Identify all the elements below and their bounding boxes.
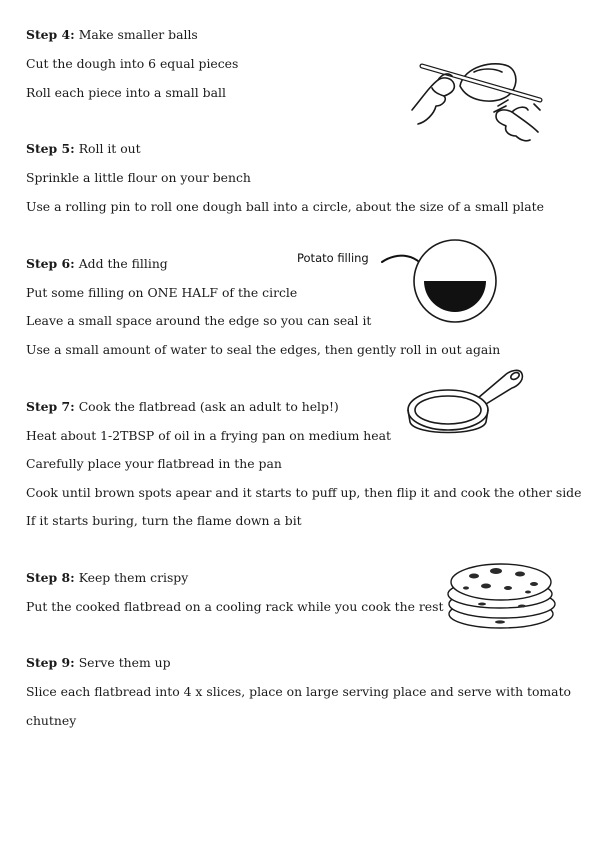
rolling-pin-hands-icon <box>408 52 546 144</box>
step-6-heading: Step 6: Add the filling <box>26 256 168 271</box>
step-7-heading: Step 7: Cook the flatbread (ask an adult to help!) <box>26 399 339 414</box>
step-7-line-3: Cook until brown spots apear and it starts to puff up, then flip it and cook the other side <box>26 485 582 500</box>
step-7-line-1: Heat about 1-2TBSP of oil in a frying pan on medium heat <box>26 428 391 443</box>
step-9-heading: Step 9: Serve them up <box>26 655 171 670</box>
step-7-line-2: Carefully place your flatbread in the pan <box>26 456 282 471</box>
step-7-line-4: If it starts buring, turn the flame down a bit <box>26 513 302 528</box>
step-6-line-1: Put some filling on ONE HALF of the circle <box>26 285 298 300</box>
filling-callout: Potato filling <box>297 251 369 265</box>
flatbread-stack-icon <box>444 560 560 632</box>
frying-pan-icon <box>406 362 526 446</box>
half-filled-circle-icon <box>412 238 498 324</box>
step-9-line-1: Slice each flatbread into 4 x slices, place on large serving place and serve with tomato <box>26 684 572 699</box>
step-8-line-1: Put the cooked flatbread on a cooling rack while you cook the rest <box>26 599 444 614</box>
step-5-line-1: Sprinkle a little flour on your bench <box>26 170 251 185</box>
step-4-line-2: Roll each piece into a small ball <box>26 85 226 100</box>
step-4-line-1: Cut the dough into 6 equal pieces <box>26 56 239 71</box>
step-5-heading: Step 5: Roll it out <box>26 141 141 156</box>
step-9-line-2: chutney <box>26 713 77 728</box>
step-4-heading: Step 4: Make smaller balls <box>26 27 198 42</box>
step-6-line-2: Leave a small space around the edge so you can seal it <box>26 313 372 328</box>
step-6-line-3: Use a small amount of water to seal the edges, then gently roll in out again <box>26 342 501 357</box>
step-8-heading: Step 8: Keep them crispy <box>26 570 189 585</box>
step-5-line-2: Use a rolling pin to roll one dough ball into a circle, about the size of a small plate <box>26 199 544 214</box>
